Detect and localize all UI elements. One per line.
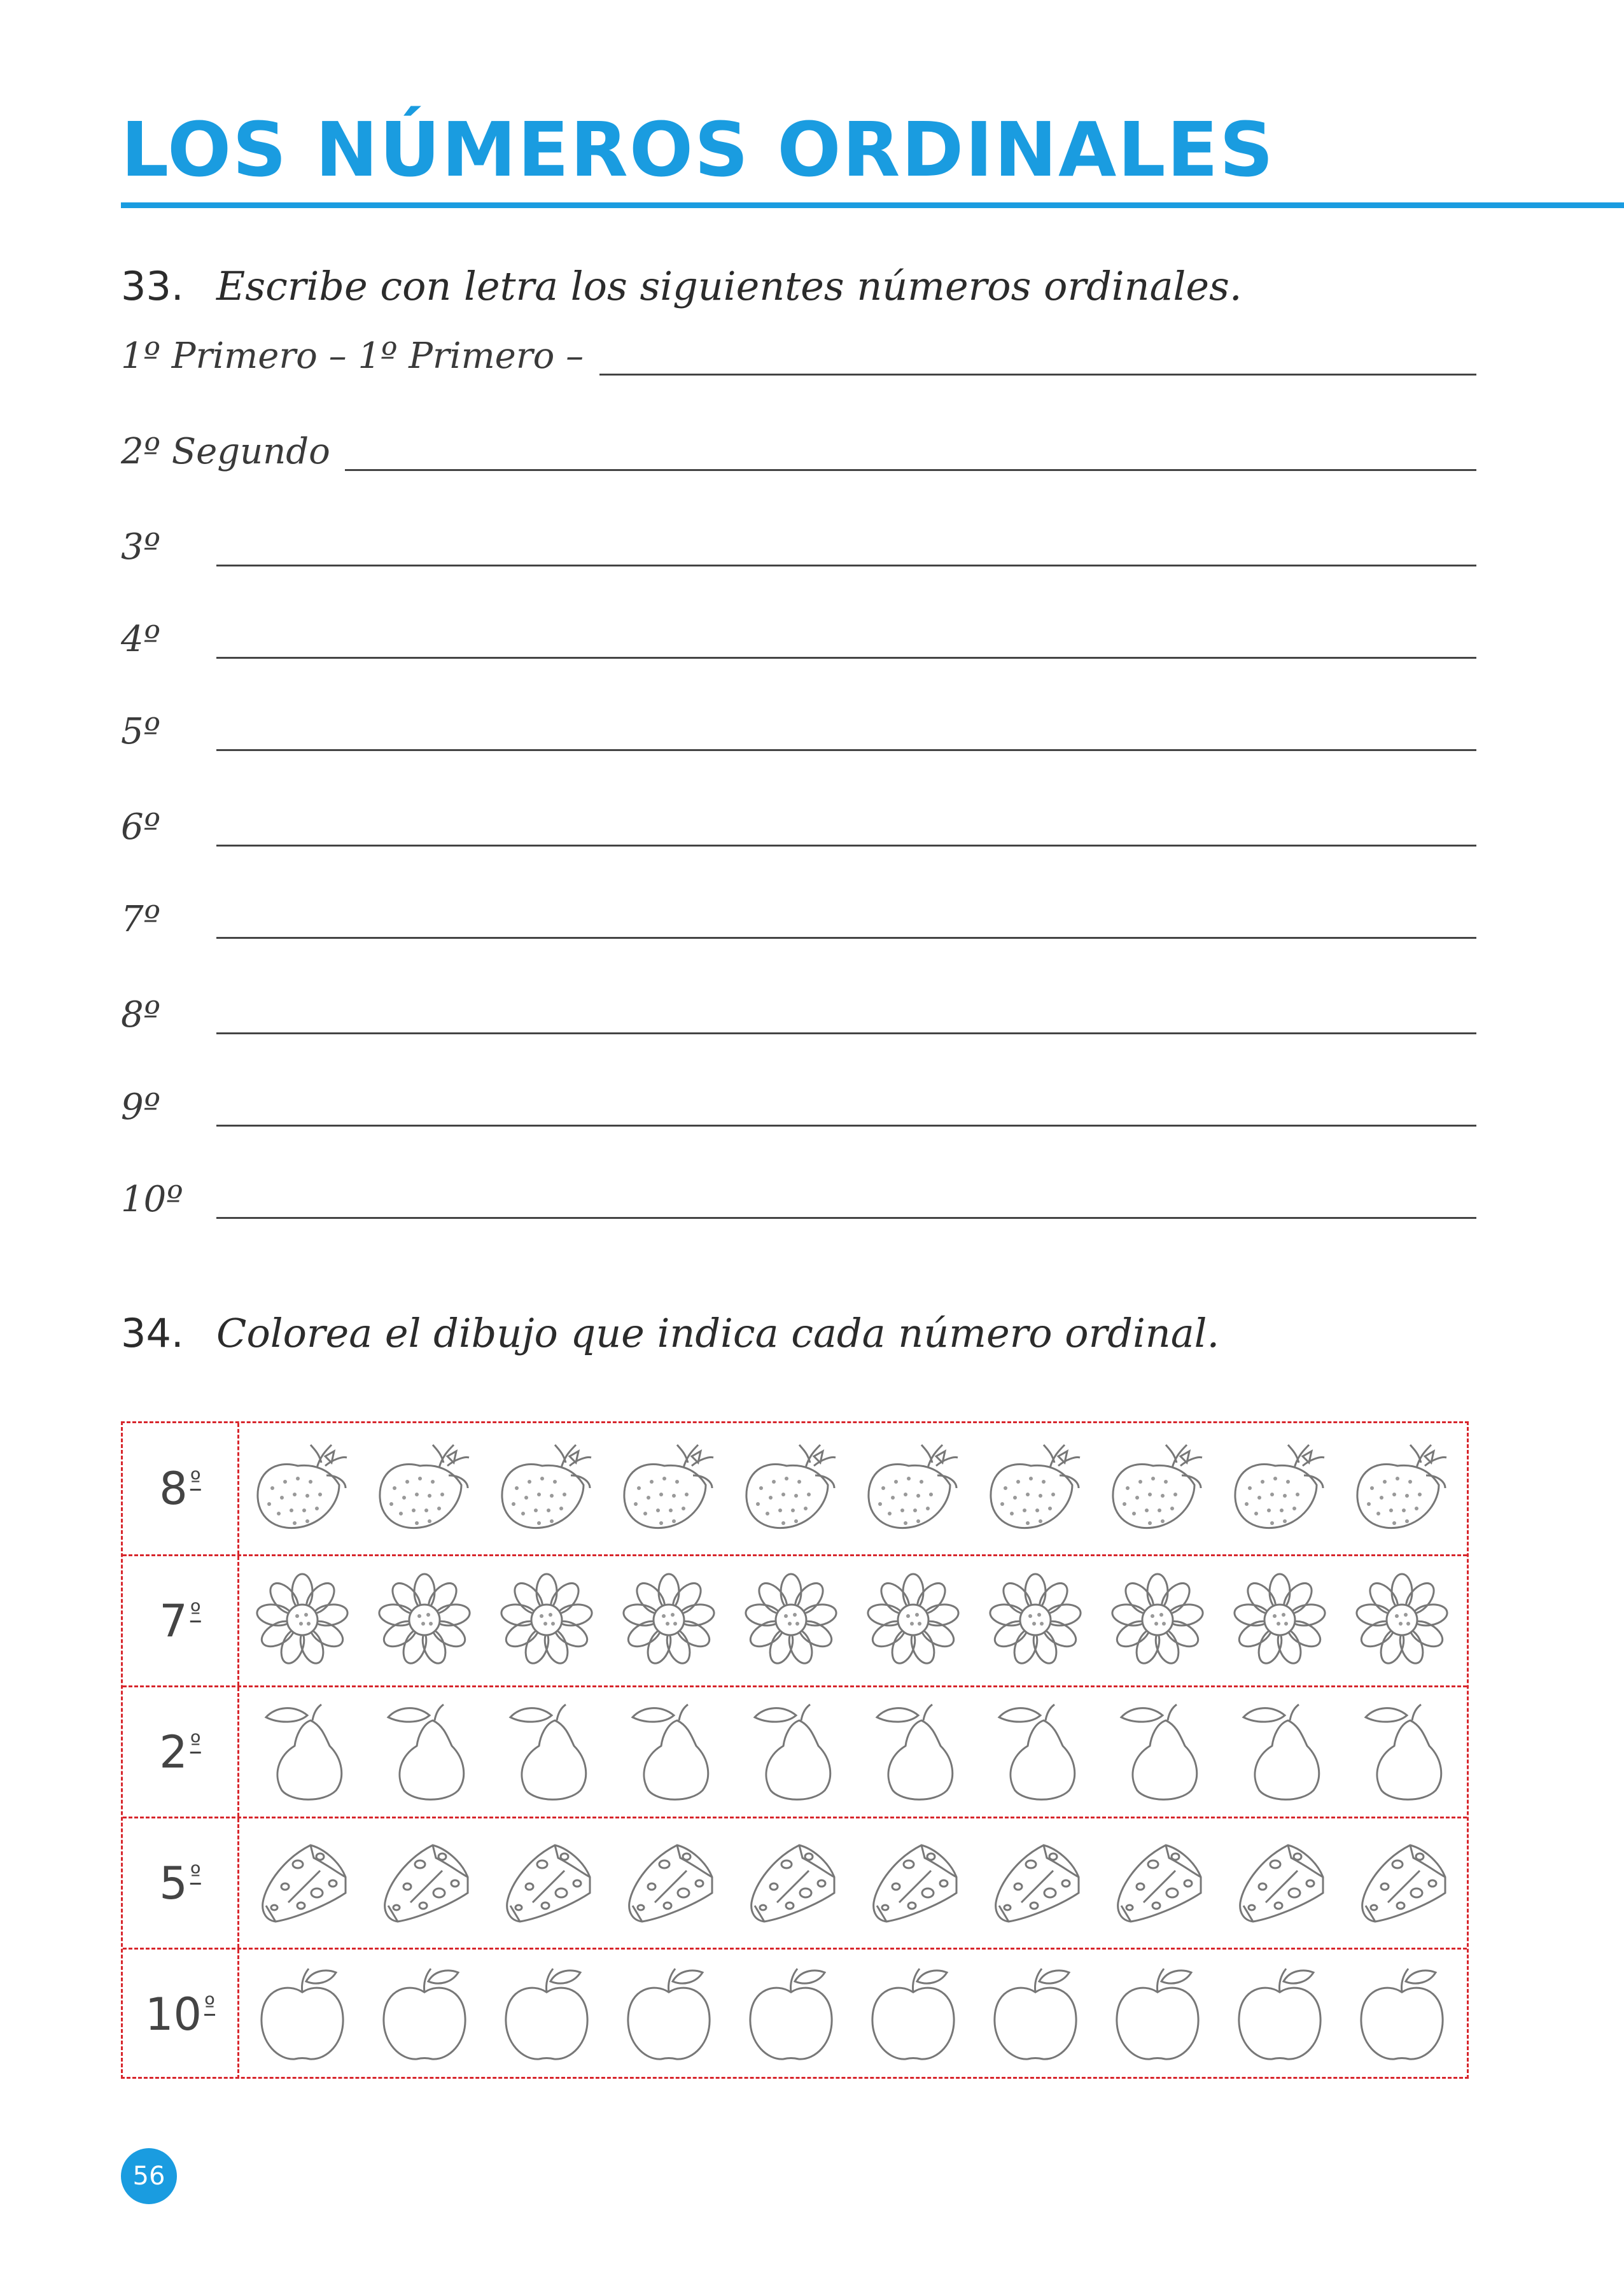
- ordinal-number: 8: [159, 1463, 188, 1515]
- apple-icon[interactable]: [861, 1964, 966, 2065]
- strawberry-icon[interactable]: [983, 1437, 1088, 1539]
- ordinal-number: 10: [144, 1988, 202, 2041]
- strawberry-icon[interactable]: [250, 1437, 355, 1539]
- ordinal-line-label: 9º: [121, 1086, 160, 1128]
- flower-icon[interactable]: [494, 1570, 599, 1672]
- answer-line[interactable]: [216, 749, 1476, 751]
- apple-icon[interactable]: [1105, 1964, 1210, 2065]
- pear-icon[interactable]: [1228, 1701, 1333, 1803]
- apple-icon[interactable]: [1228, 1964, 1333, 2065]
- ordinal-writing-line: [121, 1076, 1476, 1133]
- ordinal-line-label: 7º: [121, 899, 160, 940]
- answer-line[interactable]: [216, 1032, 1476, 1034]
- page-number-badge: [121, 2148, 177, 2204]
- ordinal-line-label: 1º Primero – 1º Primero –: [121, 335, 584, 377]
- pear-icon[interactable]: [617, 1701, 722, 1803]
- flower-icon[interactable]: [739, 1570, 844, 1672]
- pear-icon[interactable]: [372, 1701, 477, 1803]
- ordinal-writing-line: [121, 608, 1476, 665]
- coloring-row: [123, 1817, 1467, 1948]
- cheese-icon[interactable]: [1350, 1832, 1455, 1934]
- ordinal-writing-line: [121, 420, 1476, 477]
- ordinal-suffix: º: [190, 1466, 201, 1493]
- ordinal-cell: [123, 1423, 239, 1554]
- pear-icon[interactable]: [861, 1701, 966, 1803]
- ordinal-number: 2: [159, 1726, 188, 1778]
- coloring-row: [123, 1423, 1467, 1554]
- pear-icon[interactable]: [1350, 1701, 1455, 1803]
- ordinal-writing-line: [121, 796, 1476, 853]
- strawberry-icon[interactable]: [861, 1437, 966, 1539]
- ordinal-line-label: 3º: [121, 526, 160, 568]
- ordinal-writing-line: [121, 516, 1476, 573]
- flower-icon[interactable]: [372, 1570, 477, 1672]
- coloring-grid: [121, 1421, 1469, 2079]
- exercise-33-heading: [121, 255, 1242, 318]
- cheese-icon[interactable]: [250, 1832, 355, 1934]
- strawberry-icon[interactable]: [1350, 1437, 1455, 1539]
- ordinal-line-label: 10º: [121, 1179, 183, 1220]
- ordinal-suffix: º: [204, 1992, 216, 2018]
- exercise-33-instruction: Escribe con letra los siguientes números ordinales.: [216, 263, 1242, 309]
- title-underline: [121, 202, 1624, 208]
- answer-line[interactable]: [216, 1125, 1476, 1127]
- ordinal-line-label: 2º Segundo: [121, 431, 330, 472]
- flower-icon[interactable]: [1350, 1570, 1455, 1672]
- pear-icon[interactable]: [983, 1701, 1088, 1803]
- answer-line[interactable]: [216, 1217, 1476, 1219]
- apple-icon[interactable]: [1350, 1964, 1455, 2065]
- strawberry-icon[interactable]: [617, 1437, 722, 1539]
- exercise-34-number: 34.: [121, 1310, 184, 1356]
- strawberry-icon[interactable]: [739, 1437, 844, 1539]
- pear-icon[interactable]: [494, 1701, 599, 1803]
- answer-line[interactable]: [216, 845, 1476, 847]
- answer-line[interactable]: [216, 657, 1476, 659]
- cheese-icon[interactable]: [372, 1832, 477, 1934]
- coloring-row: [123, 1948, 1467, 2079]
- ordinal-line-label: 8º: [121, 994, 160, 1036]
- answer-line[interactable]: [599, 374, 1476, 376]
- answer-line[interactable]: [345, 469, 1476, 471]
- ordinal-cell: [123, 1818, 239, 1948]
- ordinal-writing-line: [121, 983, 1476, 1041]
- cheese-icon[interactable]: [1105, 1832, 1210, 1934]
- apple-icon[interactable]: [983, 1964, 1088, 2065]
- ordinal-cell: [123, 1950, 239, 2079]
- ordinal-suffix: º: [190, 1599, 201, 1625]
- flower-icon[interactable]: [1228, 1570, 1333, 1672]
- strawberry-icon[interactable]: [1228, 1437, 1333, 1539]
- ordinal-cell: [123, 1556, 239, 1685]
- flower-icon[interactable]: [617, 1570, 722, 1672]
- ordinal-line-label: 4º: [121, 619, 160, 660]
- flower-icon[interactable]: [250, 1570, 355, 1672]
- ordinal-suffix: º: [190, 1730, 201, 1756]
- cheese-icon[interactable]: [983, 1832, 1088, 1934]
- answer-line[interactable]: [216, 937, 1476, 939]
- ordinal-writing-line: [121, 700, 1476, 757]
- strawberry-icon[interactable]: [372, 1437, 477, 1539]
- apple-icon[interactable]: [739, 1964, 844, 2065]
- exercise-34-heading: [121, 1302, 1219, 1365]
- cheese-icon[interactable]: [739, 1832, 844, 1934]
- ordinal-writing-line: [121, 888, 1476, 945]
- apple-icon[interactable]: [617, 1964, 722, 2065]
- exercise-34-instruction: Colorea el dibujo que indica cada número ordinal.: [216, 1310, 1220, 1356]
- ordinal-writing-line: [121, 1168, 1476, 1225]
- ordinal-suffix: º: [190, 1861, 201, 1887]
- apple-icon[interactable]: [494, 1964, 599, 2065]
- cheese-icon[interactable]: [494, 1832, 599, 1934]
- ordinal-number: 5: [159, 1857, 188, 1909]
- exercise-33-number: 33.: [121, 263, 184, 309]
- coloring-row: [123, 1685, 1467, 1817]
- strawberry-icon[interactable]: [1105, 1437, 1210, 1539]
- answer-line[interactable]: [216, 565, 1476, 566]
- pear-icon[interactable]: [739, 1701, 844, 1803]
- strawberry-icon[interactable]: [494, 1437, 599, 1539]
- cheese-icon[interactable]: [861, 1832, 966, 1934]
- ordinal-writing-line: [121, 325, 1476, 382]
- flower-icon[interactable]: [983, 1570, 1088, 1672]
- coloring-row: [123, 1554, 1467, 1685]
- page-title: LOS NÚMEROS ORDINALES: [121, 106, 1275, 193]
- apple-icon[interactable]: [250, 1964, 355, 2065]
- ordinal-number: 7: [159, 1594, 188, 1647]
- flower-icon[interactable]: [1105, 1570, 1210, 1672]
- flower-icon[interactable]: [861, 1570, 966, 1672]
- apple-icon[interactable]: [372, 1964, 477, 2065]
- pear-icon[interactable]: [250, 1701, 355, 1803]
- cheese-icon[interactable]: [617, 1832, 722, 1934]
- page-number: 56: [132, 2162, 165, 2191]
- ordinal-cell: [123, 1687, 239, 1817]
- ordinal-line-label: 5º: [121, 711, 160, 752]
- cheese-icon[interactable]: [1228, 1832, 1333, 1934]
- ordinal-line-label: 6º: [121, 806, 160, 848]
- pear-icon[interactable]: [1105, 1701, 1210, 1803]
